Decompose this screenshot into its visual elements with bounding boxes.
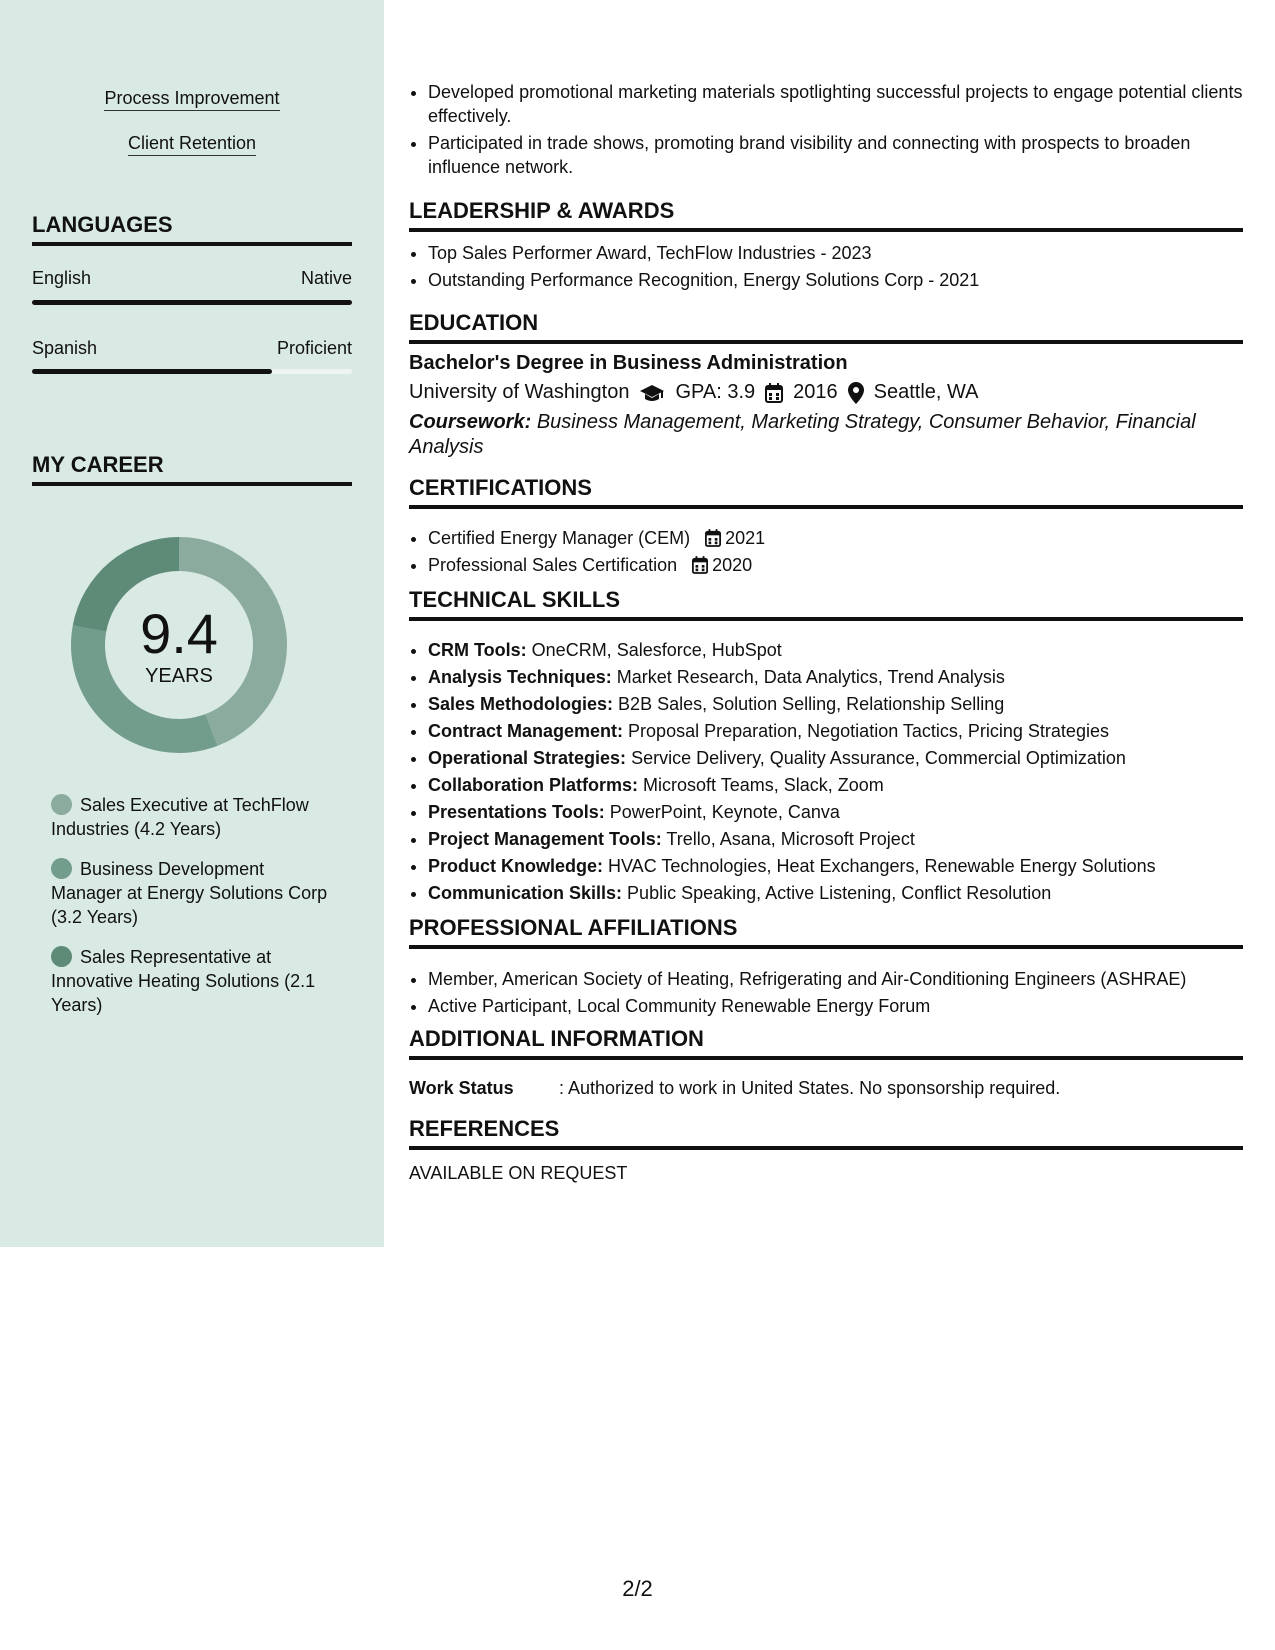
- career-heading: MY CAREER: [32, 452, 352, 486]
- technical-skills-list: [409, 637, 1243, 907]
- language-bar-fill: [32, 369, 272, 374]
- legend-dot-icon: [51, 794, 72, 815]
- page-number: 2/2: [622, 1576, 653, 1601]
- skill-values: Proposal Preparation, Negotiation Tactics, Pricing Strategies: [628, 721, 1109, 741]
- skill-category: Sales Methodologies:: [428, 694, 614, 714]
- skill-values: PowerPoint, Keynote, Canva: [609, 802, 840, 822]
- skill-category: Contract Management:: [428, 721, 624, 741]
- career-legend-item: Sales Executive at TechFlow Industries (4.2 Years): [51, 795, 309, 839]
- language-bar-fill: [32, 300, 352, 305]
- graduation-year: 2016: [793, 381, 838, 403]
- skill-category: Project Management Tools:: [428, 829, 662, 849]
- career-legend-item: Business Development Manager at Energy Solutions Corp (3.2 Years): [51, 859, 328, 927]
- language-name: English: [32, 268, 92, 288]
- experience-bullets: [409, 80, 1243, 179]
- school-name: University of Washington: [409, 381, 630, 403]
- coursework: [409, 410, 1243, 460]
- skill-category: Presentations Tools:: [428, 802, 605, 822]
- work-status-row: [409, 1078, 1243, 1099]
- technical-skill-item: [428, 637, 1243, 664]
- skill-values: B2B Sales, Solution Selling, Relationship Selling: [618, 694, 1005, 714]
- skill-item: Client Retention: [0, 133, 384, 154]
- skill-category: Product Knowledge:: [428, 856, 603, 876]
- languages-heading: LANGUAGES: [32, 212, 352, 246]
- career-donut-chart: [64, 530, 294, 760]
- language-bar: [32, 300, 352, 305]
- career-total: 9.4: [140, 602, 218, 665]
- experience-bullet: • Participated in trade shows, promoting brand visibility and connecting with prospects to broaden influence network.: [428, 131, 1243, 179]
- legend-dot-icon: [51, 858, 72, 879]
- work-status-label: Work Status: [409, 1078, 514, 1098]
- skill-values: Market Research, Data Analytics, Trend Analysis: [616, 667, 1005, 687]
- leadership-list: [409, 240, 1243, 294]
- skill-category: CRM Tools:: [428, 640, 527, 660]
- references-heading: REFERENCES: [409, 1116, 1243, 1150]
- language-bar: [32, 369, 352, 374]
- calendar-icon: [705, 529, 721, 547]
- additional-info-heading: ADDITIONAL INFORMATION: [409, 1026, 1243, 1060]
- language-level: Proficient: [276, 338, 352, 358]
- career-legend-item: Sales Representative at Innovative Heating Solutions (2.1 Years): [51, 947, 316, 1015]
- location-pin-icon: [848, 382, 864, 404]
- technical-skill-item: [428, 853, 1243, 880]
- references-text: AVAILABLE ON REQUEST: [409, 1163, 628, 1183]
- education-heading: EDUCATION: [409, 310, 1243, 344]
- skill-category: Analysis Techniques:: [428, 667, 612, 687]
- leadership-heading: LEADERSHIP & AWARDS: [409, 198, 1243, 232]
- experience-bullet: • Developed promotional marketing materials spotlighting successful projects to engage potential clients effectively.: [428, 80, 1243, 128]
- certifications-heading: CERTIFICATIONS: [409, 475, 1243, 509]
- skill-category: Operational Strategies:: [428, 748, 627, 768]
- certification-item: • Certified Energy Manager (CEM) 2021: [428, 525, 1243, 552]
- language-name: Spanish: [32, 338, 98, 358]
- affiliation-item: • Active Participant, Local Community Renewable Energy Forum: [428, 993, 1243, 1020]
- technical-skill-item: [428, 880, 1243, 907]
- award-item: • Outstanding Performance Recognition, Energy Solutions Corp - 2021: [428, 267, 1243, 294]
- skill-values: Trello, Asana, Microsoft Project: [666, 829, 915, 849]
- affiliations-list: [409, 966, 1243, 1020]
- coursework-label: Coursework:: [409, 411, 532, 433]
- skill-values: Service Delivery, Quality Assurance, Commercial Optimization: [631, 748, 1126, 768]
- technical-skill-item: [428, 799, 1243, 826]
- calendar-icon: [692, 556, 708, 574]
- degree-title: Bachelor's Degree in Business Administration: [409, 352, 848, 374]
- skill-category: Collaboration Platforms:: [428, 775, 639, 795]
- skill-values: OneCRM, Salesforce, HubSpot: [531, 640, 782, 660]
- gpa: GPA: 3.9: [675, 381, 756, 403]
- coursework-list: Business Management, Marketing Strategy, Consumer Behavior, Financial Analysis: [409, 411, 1196, 458]
- language-level: Native: [300, 268, 352, 288]
- certification-item: • Professional Sales Certification 2020: [428, 552, 1243, 579]
- work-status-value: : Authorized to work in United States. No sponsorship required.: [559, 1078, 1061, 1098]
- calendar-icon: [765, 383, 783, 403]
- affiliations-heading: PROFESSIONAL AFFILIATIONS: [409, 915, 1243, 949]
- technical-skill-item: [428, 718, 1243, 745]
- affiliation-item: • Member, American Society of Heating, Refrigerating and Air-Conditioning Engineers (ASHRAE): [428, 966, 1243, 993]
- legend-dot-icon: [51, 946, 72, 967]
- skill-values: Public Speaking, Active Listening, Conflict Resolution: [627, 883, 1052, 903]
- education-meta: [409, 381, 1243, 404]
- technical-skill-item: [428, 664, 1243, 691]
- skill-values: HVAC Technologies, Heat Exchangers, Renewable Energy Solutions: [608, 856, 1156, 876]
- school-location: Seattle, WA: [873, 381, 979, 403]
- skill-category: Communication Skills:: [428, 883, 623, 903]
- certifications-list: [409, 525, 1243, 579]
- technical-skill-item: [428, 691, 1243, 718]
- skill-values: Microsoft Teams, Slack, Zoom: [643, 775, 884, 795]
- education-entry: [409, 352, 1243, 460]
- sidebar: [0, 0, 384, 1247]
- career-unit: YEARS: [145, 665, 213, 687]
- graduation-cap-icon: [639, 383, 665, 403]
- technical-skills-heading: TECHNICAL SKILLS: [409, 587, 1243, 621]
- skill-item: Process Improvement: [0, 88, 384, 109]
- technical-skill-item: [428, 826, 1243, 853]
- technical-skill-item: [428, 745, 1243, 772]
- award-item: • Top Sales Performer Award, TechFlow Industries - 2023: [428, 240, 1243, 267]
- technical-skill-item: [428, 772, 1243, 799]
